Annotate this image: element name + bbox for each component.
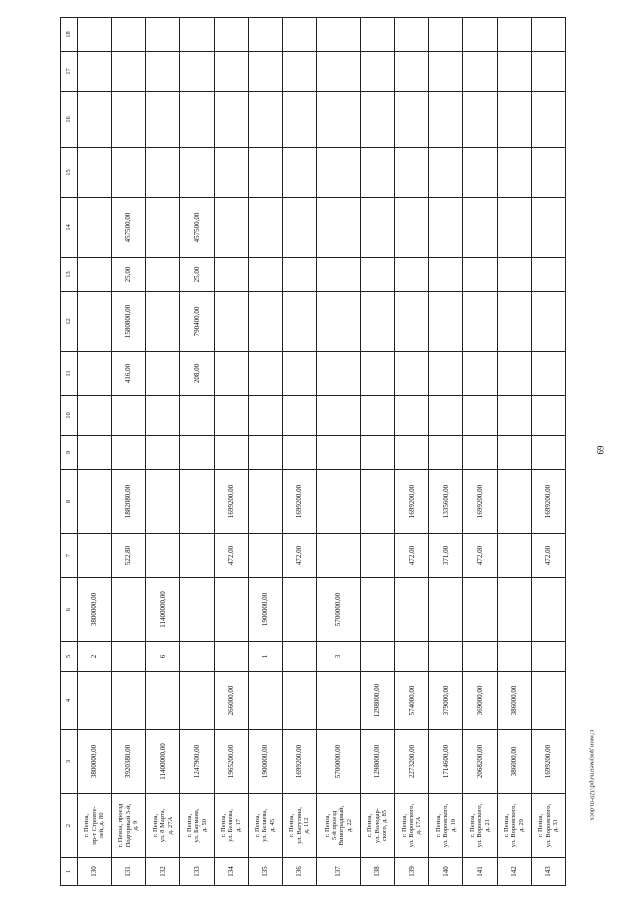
column-header: 3 (61, 730, 78, 794)
table-row (463, 18, 497, 886)
table-cell: 143 (531, 858, 565, 886)
column-header: 11 (61, 352, 78, 396)
table-cell: г. Пенза, ул. Беляева, д. 17 (214, 794, 248, 858)
table-cell (214, 642, 248, 672)
table-cell: 472,00 (395, 534, 429, 578)
table-cell (180, 92, 214, 148)
table-cell (146, 672, 180, 730)
table-cell (463, 148, 497, 198)
table-cell (248, 534, 282, 578)
table-cell: 11400000,00 (146, 730, 180, 794)
rotated-table-container (60, 18, 566, 886)
table-cell (146, 292, 180, 352)
table-cell (361, 18, 395, 52)
footer-file-path: c:\мои документы\pd\320-m.docx (588, 729, 596, 821)
table-cell (497, 642, 531, 672)
table-cell (248, 396, 282, 436)
column-header: 6 (61, 578, 78, 642)
table-cell (531, 198, 565, 258)
table-cell (463, 92, 497, 148)
table-cell (248, 258, 282, 292)
table-cell (361, 258, 395, 292)
table-cell: 386000,00 (497, 672, 531, 730)
table-cell (316, 18, 360, 52)
table-cell (463, 578, 497, 642)
table-cell: 132 (146, 858, 180, 886)
table-cell (429, 258, 463, 292)
table-cell (531, 258, 565, 292)
table-cell: 136 (282, 858, 316, 886)
table-cell (361, 470, 395, 534)
table-cell (497, 436, 531, 470)
column-header: 14 (61, 198, 78, 258)
table-cell (78, 534, 112, 578)
table-cell (395, 198, 429, 258)
table-cell: г. Пенза, ул. Воронского, д. 31 (531, 794, 565, 858)
table-cell (78, 292, 112, 352)
table-cell: 1247900,00 (180, 730, 214, 794)
table-cell (463, 198, 497, 258)
table-cell (112, 92, 146, 148)
table-cell: г. Пенза, ул. 8 Марта, д. 27А (146, 794, 180, 858)
data-table (60, 17, 566, 886)
table-cell (180, 672, 214, 730)
table-row (78, 18, 112, 886)
table-cell (282, 148, 316, 198)
table-cell: 790400,00 (180, 292, 214, 352)
table-cell (316, 258, 360, 292)
table-row (282, 18, 316, 886)
table-cell (248, 198, 282, 258)
table-cell (463, 52, 497, 92)
table-cell (429, 436, 463, 470)
table-cell (316, 148, 360, 198)
table-cell: 137 (316, 858, 360, 886)
table-cell: 1335600,00 (429, 470, 463, 534)
table-cell (248, 436, 282, 470)
table-cell (180, 436, 214, 470)
column-header: 16 (61, 92, 78, 148)
table-cell: 371,00 (429, 534, 463, 578)
table-cell: г. Пенза, проезд Подгорный 3-й, д. 9 (112, 794, 146, 858)
table-cell (361, 396, 395, 436)
column-header: 7 (61, 534, 78, 578)
table-cell: г. Пенза, ул. Воронского, д. 17А (395, 794, 429, 858)
table-cell (316, 292, 360, 352)
table-cell: 379000,00 (429, 672, 463, 730)
column-header: 8 (61, 470, 78, 534)
table-cell (78, 470, 112, 534)
table-cell (214, 258, 248, 292)
table-cell: 522,80 (112, 534, 146, 578)
table-cell (112, 52, 146, 92)
table-cell (429, 642, 463, 672)
table-cell (429, 292, 463, 352)
table-cell: 25,00 (112, 258, 146, 292)
table-cell (112, 672, 146, 730)
table-cell: 457500,00 (112, 198, 146, 258)
table-cell: 2 (78, 642, 112, 672)
table-cell (316, 198, 360, 258)
table-cell: 141 (463, 858, 497, 886)
table-cell (497, 396, 531, 436)
table-cell (282, 642, 316, 672)
table-cell (497, 578, 531, 642)
column-header: 18 (61, 18, 78, 52)
table-cell (395, 92, 429, 148)
table-cell (497, 258, 531, 292)
table-body (78, 18, 566, 886)
table-cell (146, 148, 180, 198)
table-cell (282, 198, 316, 258)
table-cell (531, 52, 565, 92)
table-cell (214, 396, 248, 436)
table-row (429, 18, 463, 886)
table-cell (146, 92, 180, 148)
table-cell: 1699200,00 (282, 470, 316, 534)
table-cell (78, 436, 112, 470)
table-cell: 3920380,00 (112, 730, 146, 794)
table-cell (429, 52, 463, 92)
table-cell (531, 292, 565, 352)
table-cell (112, 18, 146, 52)
table-cell (361, 534, 395, 578)
table-cell (180, 52, 214, 92)
table-cell (214, 352, 248, 396)
table-cell (395, 352, 429, 396)
table-cell (146, 470, 180, 534)
column-header: 2 (61, 794, 78, 858)
table-cell (112, 396, 146, 436)
table-cell: 130 (78, 858, 112, 886)
table-cell: 1900000,00 (248, 730, 282, 794)
table-cell (214, 148, 248, 198)
table-cell: 1714600,00 (429, 730, 463, 794)
table-cell (146, 18, 180, 52)
table-cell (361, 352, 395, 396)
table-cell (214, 578, 248, 642)
table-cell: 457500,00 (180, 198, 214, 258)
table-cell (180, 534, 214, 578)
table-cell: 1699200,00 (214, 470, 248, 534)
table-cell (214, 18, 248, 52)
table-cell (112, 642, 146, 672)
table-cell: 138 (361, 858, 395, 886)
table-row (180, 18, 214, 886)
table-cell (429, 198, 463, 258)
table-cell (429, 578, 463, 642)
table-row (316, 18, 360, 886)
table-cell (146, 352, 180, 396)
table-cell (146, 198, 180, 258)
table-cell (146, 258, 180, 292)
table-cell (112, 148, 146, 198)
table-cell (497, 148, 531, 198)
table-cell (248, 292, 282, 352)
column-header: 1 (61, 858, 78, 886)
table-cell (361, 642, 395, 672)
table-cell (429, 396, 463, 436)
table-cell: 1580800,00 (112, 292, 146, 352)
table-cell: 369000,00 (463, 672, 497, 730)
table-cell: 11400000,00 (146, 578, 180, 642)
table-cell (282, 18, 316, 52)
table-cell (180, 642, 214, 672)
table-cell (497, 198, 531, 258)
table-cell (361, 436, 395, 470)
table-cell (395, 436, 429, 470)
table-cell: 2273200,00 (395, 730, 429, 794)
table-cell (531, 92, 565, 148)
table-cell (146, 436, 180, 470)
column-header: 4 (61, 672, 78, 730)
table-cell (180, 18, 214, 52)
table-cell (214, 52, 248, 92)
table-cell (282, 52, 316, 92)
table-cell: 3 (316, 642, 360, 672)
table-cell: 386000,00 (497, 730, 531, 794)
table-cell (282, 436, 316, 470)
table-cell (429, 352, 463, 396)
table-cell: 1965200,00 (214, 730, 248, 794)
table-cell (395, 578, 429, 642)
table-cell (361, 198, 395, 258)
table-cell (248, 18, 282, 52)
table-cell (78, 18, 112, 52)
table-row (497, 18, 531, 886)
table-row (248, 18, 282, 886)
table-cell (248, 52, 282, 92)
table-cell (395, 52, 429, 92)
table-cell (214, 92, 248, 148)
table-cell (78, 258, 112, 292)
table-cell (316, 470, 360, 534)
table-cell (282, 92, 316, 148)
table-cell (316, 436, 360, 470)
table-cell (429, 92, 463, 148)
table-cell: 140 (429, 858, 463, 886)
table-cell (463, 352, 497, 396)
table-cell (361, 292, 395, 352)
table-cell: 135 (248, 858, 282, 886)
table-cell (146, 396, 180, 436)
table-cell: 3800000,00 (78, 578, 112, 642)
table-cell: 1298000,00 (361, 672, 395, 730)
table-cell (180, 470, 214, 534)
column-header: 15 (61, 148, 78, 198)
table-header-row (61, 18, 78, 886)
table-cell (497, 18, 531, 52)
table-cell: 1699200,00 (531, 470, 565, 534)
table-cell (180, 396, 214, 436)
table-cell (497, 470, 531, 534)
page-number: 69 (595, 445, 605, 455)
table-cell (78, 198, 112, 258)
table-cell (531, 578, 565, 642)
table-row (146, 18, 180, 886)
table-cell: 1298000,00 (361, 730, 395, 794)
table-cell (282, 352, 316, 396)
table-cell (361, 148, 395, 198)
table-cell: г. Пенза, ул. Беляева, д. 45 (248, 794, 282, 858)
table-row (531, 18, 565, 886)
table-cell (497, 534, 531, 578)
table-cell: 416,00 (112, 352, 146, 396)
table-cell (361, 92, 395, 148)
table-cell (361, 578, 395, 642)
table-cell: 1900000,00 (248, 578, 282, 642)
table-cell (180, 148, 214, 198)
table-cell (282, 396, 316, 436)
table-cell: г. Пенза, ул. Ватутина, д. 112 (282, 794, 316, 858)
table-cell (146, 52, 180, 92)
table-cell (429, 18, 463, 52)
table-cell (497, 52, 531, 92)
table-cell: г. Пенза, ул. Воронского, д. 19 (429, 794, 463, 858)
table-cell: 2068200,00 (463, 730, 497, 794)
table-cell (78, 148, 112, 198)
column-header: 12 (61, 292, 78, 352)
column-header: 10 (61, 396, 78, 436)
column-header: 9 (61, 436, 78, 470)
table-cell: 472,00 (531, 534, 565, 578)
table-cell (463, 292, 497, 352)
table-row (214, 18, 248, 886)
table-cell (531, 396, 565, 436)
table-cell: 131 (112, 858, 146, 886)
table-cell: 1 (248, 642, 282, 672)
table-cell (282, 292, 316, 352)
table-row (361, 18, 395, 886)
table-cell (531, 642, 565, 672)
table-cell: 574000,00 (395, 672, 429, 730)
table-cell (531, 18, 565, 52)
table-cell: 1699200,00 (395, 470, 429, 534)
table-cell: г. Пенза, ул. Воронского, д. 21 (463, 794, 497, 858)
table-cell (316, 352, 360, 396)
table-cell: 142 (497, 858, 531, 886)
table-cell (463, 258, 497, 292)
table-cell (112, 578, 146, 642)
table-cell (316, 396, 360, 436)
table-cell: 472,00 (282, 534, 316, 578)
table-cell: 1699200,00 (531, 730, 565, 794)
table-cell (316, 92, 360, 148)
table-cell: 5700000,00 (316, 730, 360, 794)
column-header: 5 (61, 642, 78, 672)
table-cell: 1699200,00 (282, 730, 316, 794)
table-cell (497, 92, 531, 148)
table-cell: г. Пенза, ул. Воронского, д. 29 (497, 794, 531, 858)
table-cell (395, 396, 429, 436)
table-cell (78, 396, 112, 436)
table-cell (463, 396, 497, 436)
table-cell: 6 (146, 642, 180, 672)
table-cell (78, 352, 112, 396)
table-cell (463, 436, 497, 470)
table-cell (531, 672, 565, 730)
table-cell (282, 578, 316, 642)
table-cell (214, 198, 248, 258)
table-cell: 5700000,00 (316, 578, 360, 642)
table-cell (463, 642, 497, 672)
table-cell: 3800000,00 (78, 730, 112, 794)
table-cell (361, 52, 395, 92)
table-cell (248, 470, 282, 534)
table-cell (78, 52, 112, 92)
column-header: 13 (61, 258, 78, 292)
table-cell: 472,00 (214, 534, 248, 578)
table-cell: 139 (395, 858, 429, 886)
table-cell (395, 642, 429, 672)
table-cell: г. Пенза, 5-й проезд Виноградный, д. 22 (316, 794, 360, 858)
table-cell (316, 672, 360, 730)
table-cell (531, 352, 565, 396)
table-cell (214, 436, 248, 470)
table-cell (180, 578, 214, 642)
table-cell: 1699200,00 (463, 470, 497, 534)
table-cell (214, 292, 248, 352)
table-cell (463, 18, 497, 52)
table-cell (112, 436, 146, 470)
table-cell (248, 148, 282, 198)
table-row (395, 18, 429, 886)
table-cell (531, 436, 565, 470)
table-cell (282, 258, 316, 292)
table-cell: г. Пенза, ул. Володар- ского, д. 85 (361, 794, 395, 858)
table-cell (78, 672, 112, 730)
table-cell (497, 352, 531, 396)
table-cell (531, 148, 565, 198)
table-cell: г. Пенза, пр-т Строите- лей, д. 80 (78, 794, 112, 858)
table-cell (497, 292, 531, 352)
table-cell (395, 258, 429, 292)
table-cell (316, 534, 360, 578)
table-cell (282, 672, 316, 730)
table-cell: 1882080,00 (112, 470, 146, 534)
table-cell: г. Пенза, ул. Баумана, д. 50 (180, 794, 214, 858)
table-cell: 134 (214, 858, 248, 886)
table-cell (248, 672, 282, 730)
table-cell (395, 148, 429, 198)
table-cell: 266000,00 (214, 672, 248, 730)
table-cell (146, 534, 180, 578)
table-cell (316, 52, 360, 92)
table-cell: 472,00 (463, 534, 497, 578)
table-cell (395, 292, 429, 352)
table-cell (395, 18, 429, 52)
table-cell: 208,00 (180, 352, 214, 396)
table-cell: 25,00 (180, 258, 214, 292)
table-cell: 133 (180, 858, 214, 886)
column-header: 17 (61, 52, 78, 92)
table-cell (248, 352, 282, 396)
table-cell (78, 92, 112, 148)
table-cell (248, 92, 282, 148)
table-cell (429, 148, 463, 198)
table-row (112, 18, 146, 886)
